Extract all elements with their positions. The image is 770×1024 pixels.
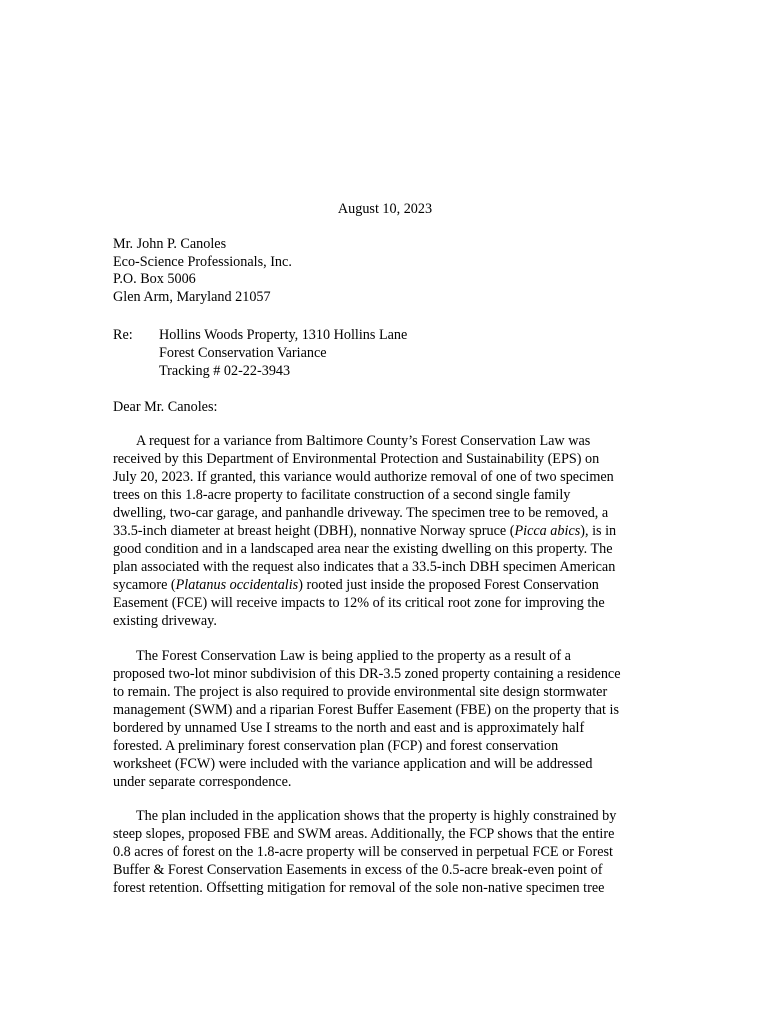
line-text: ) rooted just inside the proposed Forest Conservation bbox=[298, 577, 599, 593]
paragraph-variance-request bbox=[113, 432, 658, 630]
paragraph-line: to remain. The project is also required to provide environmental site design stormwater bbox=[113, 684, 608, 700]
recipient-address bbox=[113, 236, 292, 306]
paragraph-line: Easement (FCE) will receive impacts to 12% of its critical root zone for improving the bbox=[113, 595, 605, 611]
paragraph-line: The plan included in the application shows that the property is highly constrained by bbox=[136, 808, 617, 824]
recipient-city-state-zip: Glen Arm, Maryland 21057 bbox=[113, 288, 271, 305]
recipient-po-box: P.O. Box 5006 bbox=[113, 271, 196, 287]
paragraph-line: Buffer & Forest Conservation Easements in excess of the 0.5-acre break-even point of bbox=[113, 862, 603, 878]
paragraph-plan-constraints bbox=[113, 807, 658, 897]
paragraph-line: A request for a variance from Baltimore County’s Forest Conservation Law was bbox=[136, 433, 591, 449]
recipient-company: Eco-Science Professionals, Inc. bbox=[113, 253, 292, 270]
paragraph-line: steep slopes, proposed FBE and SWM areas. Additionally, the FCP shows that the entire bbox=[113, 826, 615, 842]
salutation: Dear Mr. Canoles: bbox=[113, 399, 218, 415]
paragraph-forest-conservation-law bbox=[113, 647, 658, 791]
paragraph-line: received by this Department of Environmental Protection and Sustainability (EPS) on bbox=[113, 451, 600, 467]
paragraph-line: forested. A preliminary forest conservation plan (FCP) and forest conservation bbox=[113, 738, 559, 754]
paragraph-line: The Forest Conservation Law is being applied to the property as a result of a bbox=[136, 648, 571, 664]
subject-tracking: Tracking # 02-22-3943 bbox=[159, 363, 291, 379]
paragraph-line: management (SWM) and a riparian Forest Buffer Easement (FBE) on the property that is bbox=[113, 702, 620, 718]
paragraph-line: proposed two-lot minor subdivision of this DR-3.5 zoned property containing a residence bbox=[113, 666, 621, 682]
line-text: sycamore ( bbox=[113, 577, 176, 593]
letter-date: August 10, 2023 bbox=[337, 201, 433, 217]
species-name-spruce: Picca abics bbox=[514, 523, 581, 539]
paragraph-line: dwelling, two-car garage, and panhandle driveway. The specimen tree to be removed, a bbox=[113, 505, 609, 521]
species-name-sycamore: Platanus occidentalis bbox=[175, 577, 299, 593]
paragraph-line: forest retention. Offsetting mitigation for removal of the sole non-native specimen tree bbox=[113, 880, 605, 896]
paragraph-line bbox=[113, 522, 658, 540]
subject-property: Hollins Woods Property, 1310 Hollins Lane bbox=[159, 327, 408, 343]
subject-topic: Forest Conservation Variance bbox=[159, 345, 327, 361]
paragraph-line: trees on this 1.8-acre property to facilitate construction of a second single family bbox=[113, 487, 571, 503]
paragraph-line: good condition and in a landscaped area near the existing dwelling on this property. The bbox=[113, 541, 613, 557]
subject-lines bbox=[159, 326, 407, 380]
paragraph-line: 0.8 acres of forest on the 1.8-acre property will be conserved in perpetual FCE or Forest bbox=[113, 844, 613, 860]
paragraph-line: plan associated with the request also indicates that a 33.5-inch DBH specimen American bbox=[113, 559, 616, 575]
line-text: ), is in bbox=[580, 523, 617, 539]
paragraph-line: bordered by unnamed Use I streams to the north and east and is approximately half bbox=[113, 720, 585, 736]
paragraph-line: July 20, 2023. If granted, this variance would authorize removal of one of two specimen bbox=[113, 469, 614, 485]
subject-label: Re: bbox=[113, 327, 133, 343]
paragraph-line: worksheet (FCW) were included with the variance application and will be addressed bbox=[113, 756, 593, 772]
recipient-name: Mr. John P. Canoles bbox=[113, 236, 227, 252]
line-text: 33.5-inch diameter at breast height (DBH), nonnative Norway spruce ( bbox=[113, 523, 515, 539]
paragraph-line bbox=[113, 576, 658, 594]
paragraph-line: existing driveway. bbox=[113, 613, 217, 629]
paragraph-line: under separate correspondence. bbox=[113, 774, 292, 790]
